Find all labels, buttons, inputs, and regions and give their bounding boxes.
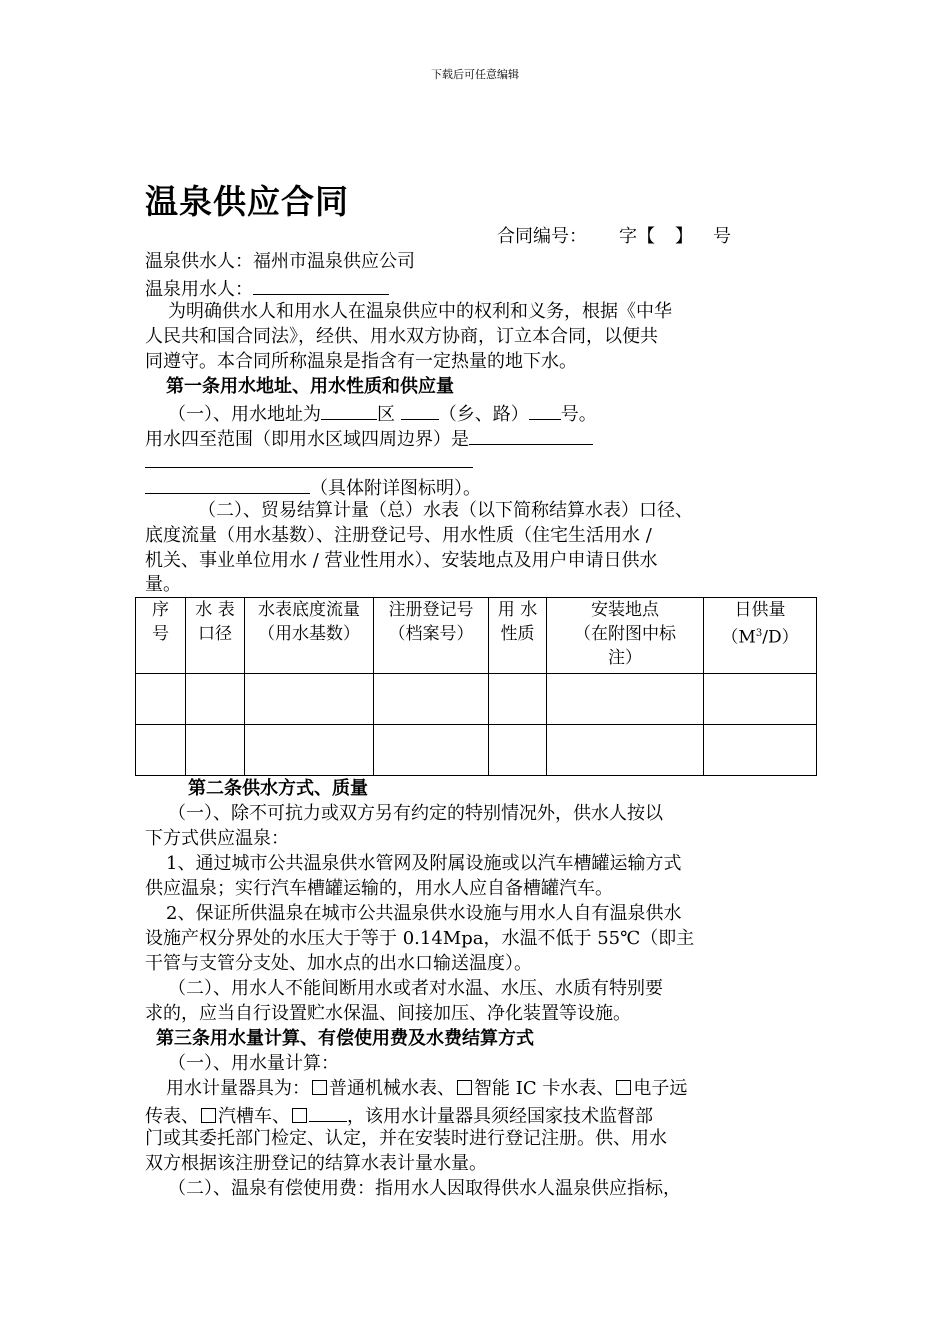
article-1-range [145,425,593,452]
contract-zi: 字【 [619,226,655,247]
address-label: （一）、用水地址为 [168,404,321,425]
range-blank [469,425,593,445]
range-blank-line [145,467,473,468]
district-label: 区 [377,404,395,425]
meter-options-line-2 [145,1102,653,1129]
table-cell [136,674,186,725]
article-1-2-line-4: 量。 [145,574,181,595]
meter-table [135,597,817,776]
article-2-line-9: 求的，应当自行设置贮水保温、间接加压、净化装置等设施。 [145,1003,631,1024]
table-cell [547,725,704,776]
contract-close: 】 [675,226,693,247]
contract-hao: 号 [713,226,731,247]
option-ic-card: 智能 IC 卡水表、 [474,1078,615,1099]
checkbox-remote[interactable] [616,1080,631,1095]
attach-label: （具体附详图标明）。 [310,478,481,499]
number-label: 号。 [560,404,597,425]
table-row [136,725,817,776]
article-1-title: 第一条用水地址、用水性质和供应量 [166,376,454,397]
article-3-line-3: （二）、温泉有偿使用费：指用水人因取得供水人温泉供应指标， [168,1178,681,1199]
table-cell [704,674,817,725]
meter-options-line [166,1077,687,1101]
road-label: （乡、路） [438,404,529,425]
road-blank [401,400,439,420]
table-cell [374,674,489,725]
article-1-2-line-1: （二）、贸易结算计量（总）水表（以下简称结算水表）口径、 [198,500,693,521]
table-header-row [136,598,817,674]
table-cell [245,674,374,725]
col-header-seq: 序 号 [136,598,186,674]
table-cell [547,674,704,725]
article-1-attach [145,474,481,501]
user-line [145,275,389,302]
option-mechanical: 普通机械水表、 [329,1078,455,1099]
article-2-line-6: 设施产权分界处的水压大于等于 0.14Mpa，水温不低于 55℃（即主 [145,928,695,949]
supplier-line: 温泉供水人：福州市温泉供应公司 [145,251,415,272]
document-title: 温泉供应合同 [145,182,349,221]
intro-line-2: 人民共和国合同法》，经供、用水双方协商，订立本合同，以便共 [145,326,658,347]
table-cell [245,725,374,776]
number-blank [529,400,561,420]
article-1-address [168,400,597,427]
contract-number-line [497,225,731,249]
article-2-line-4: 供应温泉；实行汽车槽罐运输的，用水人应自备槽罐汽车。 [145,878,613,899]
col-header-daily-supply: 日供量 $(M^3/D)$ [704,598,817,674]
col-header-location: 安装地点 （在附图中标 注） [547,598,704,674]
table-row [136,674,817,725]
table-cell [489,674,547,725]
article-2-line-2: 下方式供应温泉： [145,828,289,849]
intro-line-1: 为明确供水人和用水人在温泉供应中的权利和义务，根据《中华 [168,301,672,322]
col-header-meter-size: 水 表 口径 [186,598,245,674]
article-3-line-1: 门或其委托部门检定、认定，并在安装时进行登记注册。供、用水 [145,1128,667,1149]
intro-line-3: 同遵守。本合同所称温泉是指含有一定热量的地下水。 [145,351,577,372]
range-label: 用水四至范围（即用水区域四周边界）是 [145,429,469,450]
table-cell [374,725,489,776]
article-3-line-2: 双方根据该注册登记的结算水表计量水量。 [145,1153,487,1174]
article-2-line-3: 1、通过城市公共温泉供水管网及附属设施或以汽车槽罐运输方式 [166,853,682,874]
checkbox-mechanical[interactable] [312,1080,327,1095]
contract-number-label: 合同编号： [497,226,587,247]
article-3-sub-1: （一）、用水量计算： [168,1053,339,1074]
table-cell [489,725,547,776]
option-remote-cont: 传表、 [145,1106,199,1127]
table-cell [186,674,245,725]
user-label: 温泉用水人： [145,279,253,300]
other-blank [309,1102,347,1122]
article-2-line-8: （二）、用水人不能间断用水或者对水温、水压、水质有特别要 [168,978,663,999]
article-1-2-line-2: 底度流量（用水基数）、注册登记号、用水性质（住宅生活用水 / [145,525,652,546]
district-blank [321,400,377,420]
article-1-2-line-3: 机关、事业单位用水 / 营业性用水）、安装地点及用户申请日供水 [145,550,658,571]
col-header-usage-type: 用 水 性质 [489,598,547,674]
article-3-title: 第三条用水量计算、有偿使用费及水费结算方式 [156,1028,534,1049]
checkbox-other[interactable] [292,1108,307,1123]
page-header-note: 下载后可任意编辑 [431,68,519,81]
table-cell [136,725,186,776]
checkbox-tanker[interactable] [201,1108,216,1123]
user-blank [253,275,389,295]
option-tanker: 汽槽车、 [218,1106,290,1127]
article-2-line-7: 干管与支管分支处、加水点的出水口输送温度）。 [145,953,532,974]
option-remote: 电子远 [633,1078,688,1099]
meter-prefix: 用水计量器具为： [166,1078,310,1099]
meter-suffix: ，该用水计量器具须经国家技术监督部 [347,1106,653,1127]
table-cell [704,725,817,776]
checkbox-ic-card[interactable] [457,1080,472,1095]
article-2-line-1: （一）、除不可抗力或双方另有约定的特别情况外，供水人按以 [168,803,663,824]
table-cell [186,725,245,776]
attach-blank [145,474,310,494]
col-header-base-flow: 水表底度流量 （用水基数） [245,598,374,674]
article-2-line-5: 2、保证所供温泉在城市公共温泉供水设施与用水人自有温泉供水 [166,903,682,924]
article-2-title: 第二条供水方式、质量 [188,778,368,799]
col-header-registration: 注册登记号 （档案号） [374,598,489,674]
